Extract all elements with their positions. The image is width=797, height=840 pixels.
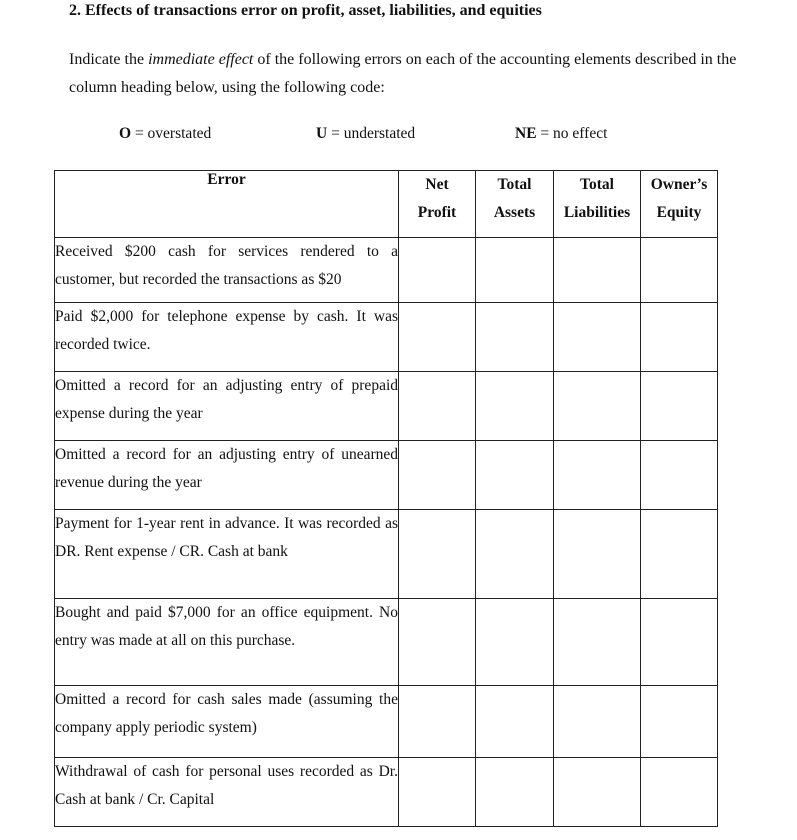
net-profit-cell[interactable] [399,372,476,441]
owners-equity-cell[interactable] [641,510,718,599]
legend-meaning: = no effect [540,125,608,142]
total-assets-cell[interactable] [476,238,554,303]
header-line: Assets [493,204,536,221]
error-description: Withdrawal of cash for personal uses recorded as Dr. Cash at bank / Cr. Capital [55,758,399,827]
total-liabilities-cell[interactable] [554,758,641,827]
total-liabilities-cell[interactable] [554,238,641,303]
legend-code: NE [515,125,537,142]
legend-meaning: = understated [331,125,416,142]
instructions-paragraph [69,46,749,102]
table-row [55,510,718,599]
header-owners-equity [641,171,718,238]
table-row [55,686,718,758]
net-profit-cell[interactable] [399,758,476,827]
header-line: Owner’s [650,176,708,193]
net-profit-cell[interactable] [399,686,476,758]
net-profit-cell[interactable] [399,441,476,510]
table-row [55,758,718,827]
table-row [55,238,718,303]
error-description: Paid $2,000 for telephone expense by cash. It was recorded twice. [55,303,399,372]
header-line: Liabilities [563,204,631,221]
legend-code: O [119,125,132,142]
net-profit-cell[interactable] [399,238,476,303]
owners-equity-cell[interactable] [641,599,718,686]
legend-overstated [119,125,211,143]
total-assets-cell[interactable] [476,758,554,827]
error-description: Omitted a record for an adjusting entry of unearned revenue during the year [55,441,399,510]
instructions-text-end: of the following errors on each of the accounting elements described in the column heading below, using the following code: [69,51,737,96]
owners-equity-cell[interactable] [641,238,718,303]
total-assets-cell[interactable] [476,599,554,686]
total-assets-cell[interactable] [476,510,554,599]
instructions-text-start: Indicate the [69,51,149,68]
table-row [55,303,718,372]
header-line: Total [580,176,614,193]
header-total-assets [476,171,554,238]
owners-equity-cell[interactable] [641,686,718,758]
total-assets-cell[interactable] [476,441,554,510]
header-line: Net [425,176,449,193]
header-net-profit [399,171,476,238]
header-line: Equity [656,204,702,221]
legend-code: U [316,125,328,142]
error-description: Received $200 cash for services rendered to a customer, but recorded the transactions as $20 [55,238,399,303]
error-description: Omitted a record for cash sales made (assuming the company apply periodic system) [55,686,399,758]
table-row [55,372,718,441]
error-description: Omitted a record for an adjusting entry of prepaid expense during the year [55,372,399,441]
table-row [55,441,718,510]
table-row [55,599,718,686]
total-assets-cell[interactable] [476,303,554,372]
instructions-emphasis: immediate effect [148,51,254,68]
total-liabilities-cell[interactable] [554,303,641,372]
total-liabilities-cell[interactable] [554,441,641,510]
legend-meaning: = overstated [134,125,212,142]
header-error: Error [55,171,399,238]
owners-equity-cell[interactable] [641,372,718,441]
total-liabilities-cell[interactable] [554,372,641,441]
owners-equity-cell[interactable] [641,441,718,510]
owners-equity-cell[interactable] [641,303,718,372]
legend-no-effect [515,125,607,143]
table-header-row [55,171,718,238]
section-heading: 2. Effects of transactions error on profit, asset, liabilities, and equities [69,2,542,19]
total-assets-cell[interactable] [476,372,554,441]
legend-understated [316,125,415,143]
total-liabilities-cell[interactable] [554,686,641,758]
net-profit-cell[interactable] [399,599,476,686]
total-liabilities-cell[interactable] [554,599,641,686]
net-profit-cell[interactable] [399,510,476,599]
net-profit-cell[interactable] [399,303,476,372]
header-total-liabilities [554,171,641,238]
error-description: Payment for 1-year rent in advance. It was recorded as DR. Rent expense / CR. Cash at bank [55,510,399,599]
error-description: Bought and paid $7,000 for an office equipment. No entry was made at all on this purchase. [55,599,399,686]
header-line: Profit [417,204,457,221]
total-assets-cell[interactable] [476,686,554,758]
errors-effect-table [54,170,718,827]
total-liabilities-cell[interactable] [554,510,641,599]
owners-equity-cell[interactable] [641,758,718,827]
header-line: Total [497,176,532,193]
